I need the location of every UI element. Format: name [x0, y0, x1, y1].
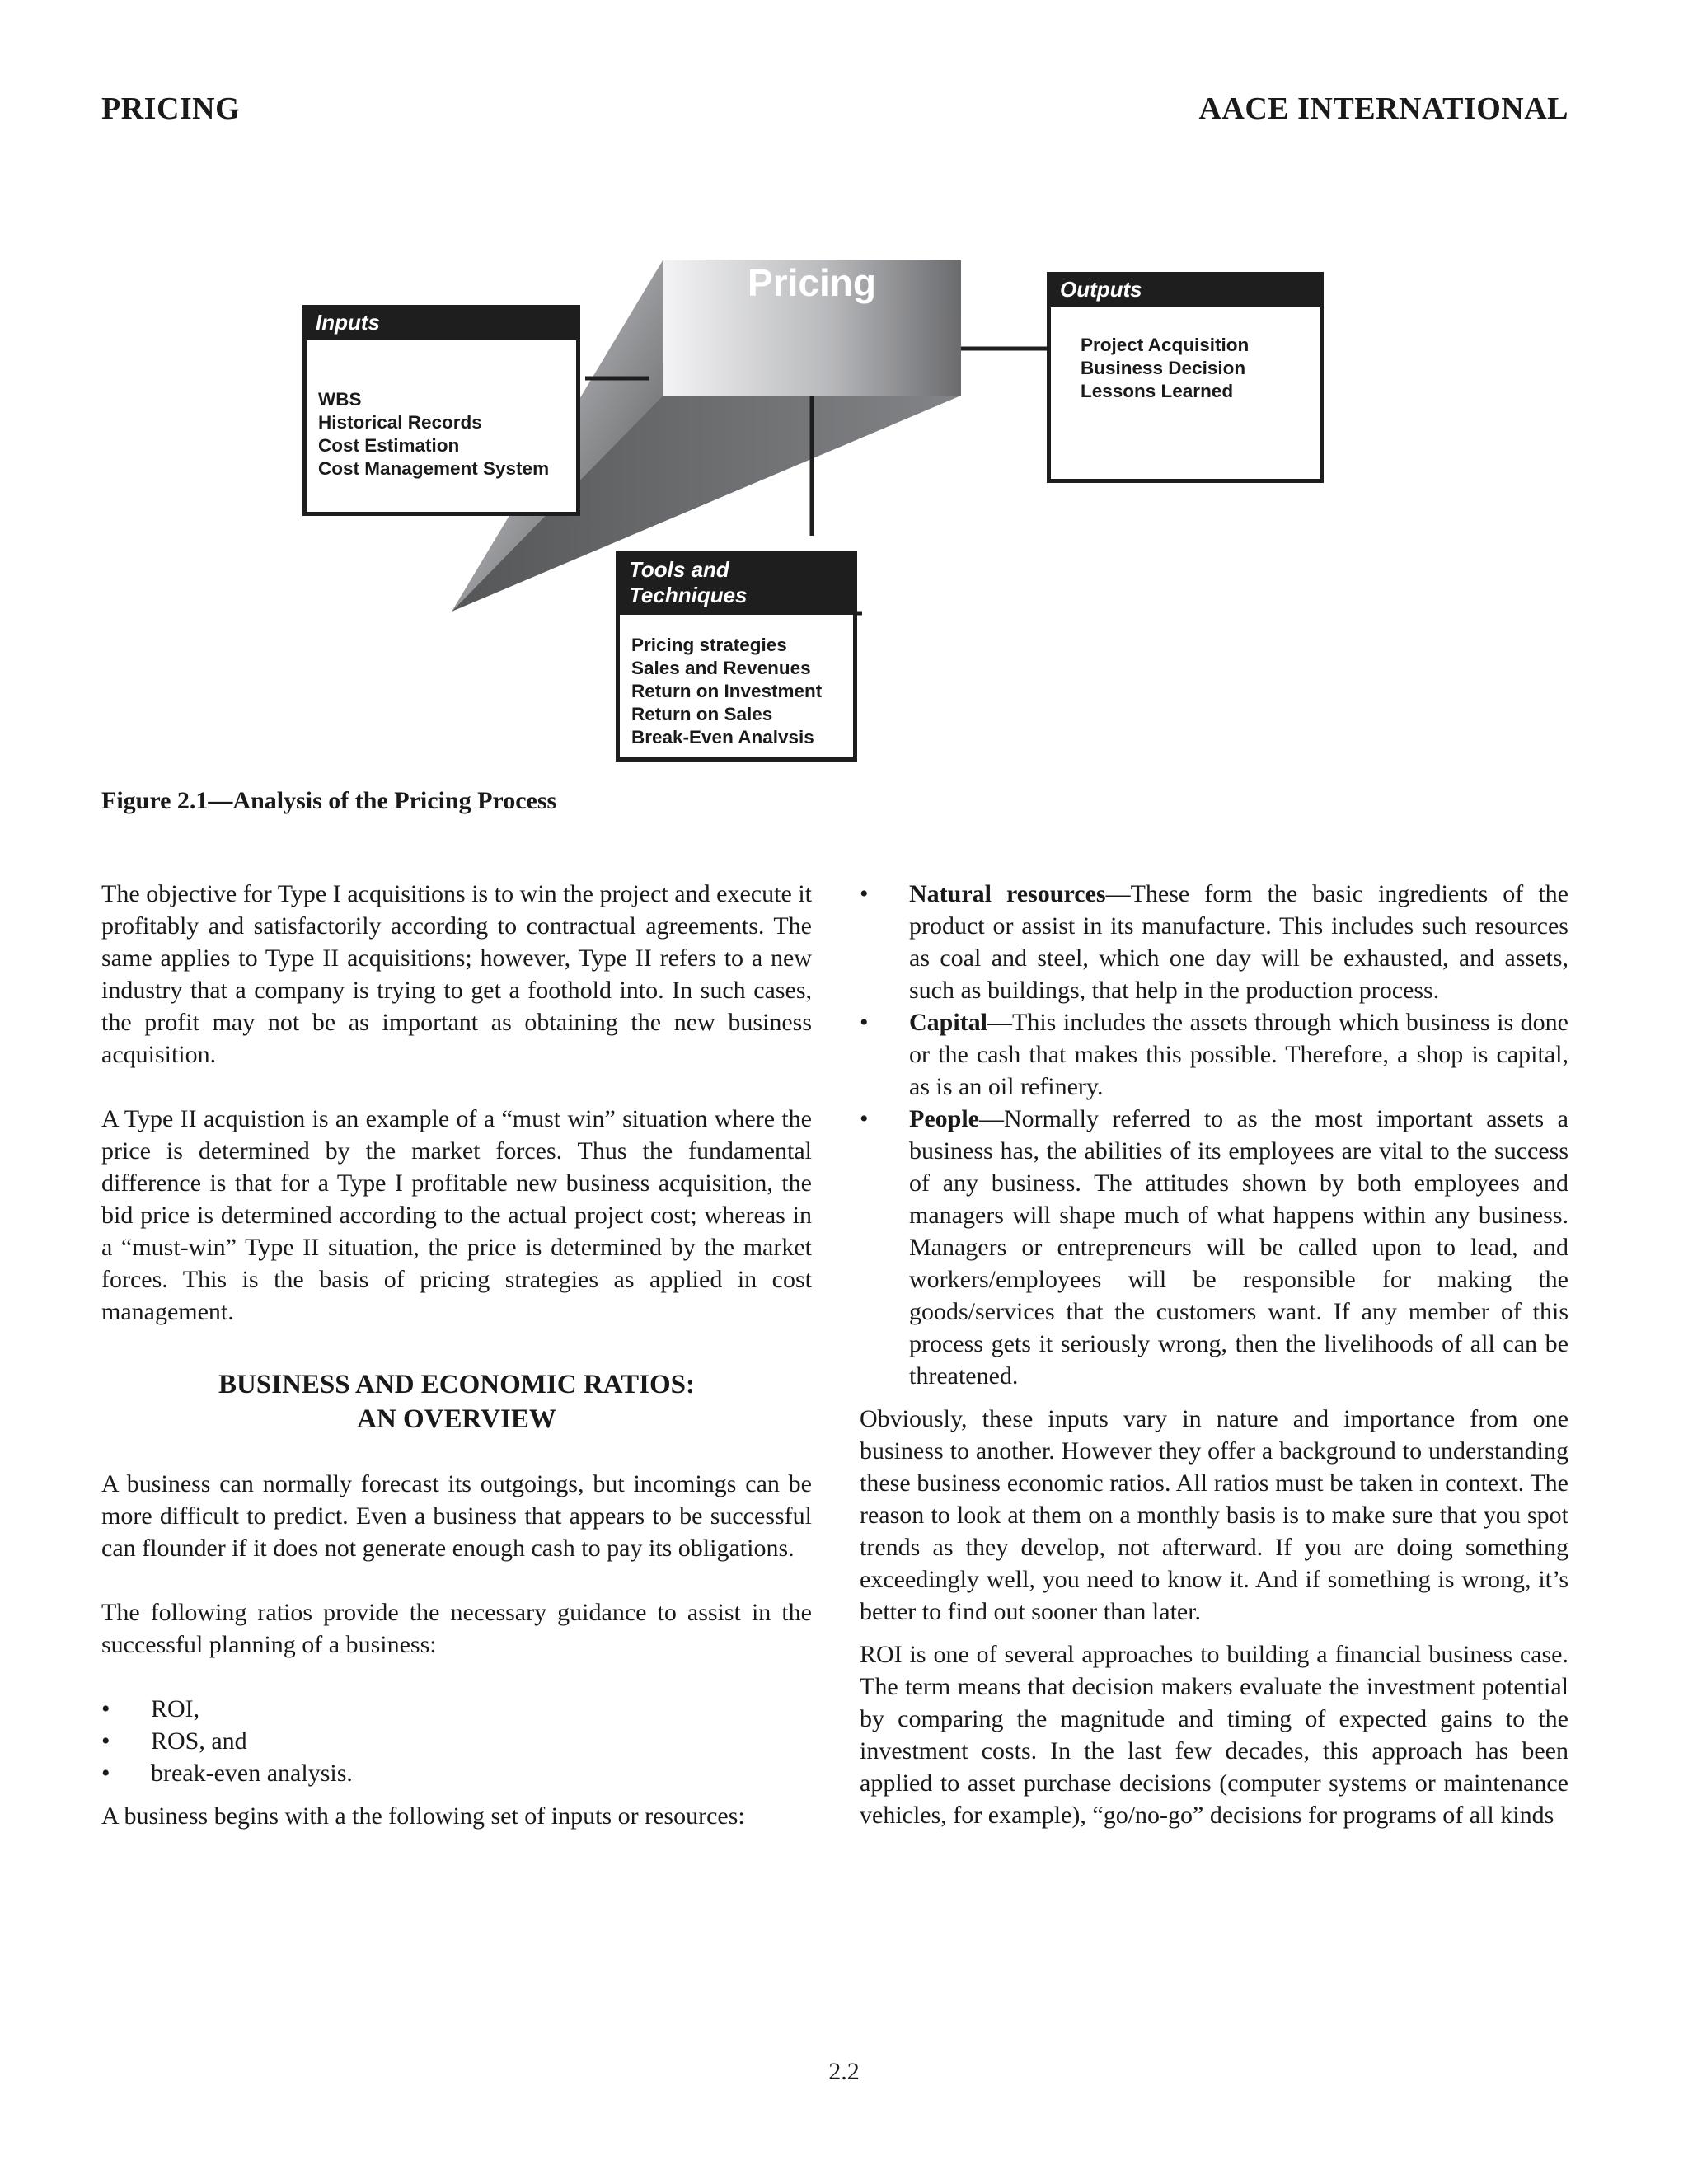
- list-item: [101, 1757, 812, 1789]
- outputs-item: Business Decision: [1081, 358, 1246, 378]
- outputs-list: [1081, 334, 1315, 403]
- outputs-item: Project Acquisition: [1081, 335, 1250, 355]
- outputs-box: [1047, 272, 1324, 483]
- paragraph: Obviously, these inputs vary in nature and importance from one business to another. However they offer a background to understanding these business economic ratios. All ratios must be taken in context. The reason to look at them on a monthly basis is to make sure that you spot trends as they develop, not afterward. If you are doing something exceedingly well, you need to know it. And if something is wrong, it’s better to find out sooner than later.: [860, 1405, 1568, 1625]
- paragraph: The following ratios provide the necessary guidance to assist in the successful planning of a business:: [101, 1599, 812, 1658]
- inputs-item: Historical Records: [318, 412, 482, 433]
- bullet: •: [101, 1760, 110, 1787]
- running-header-right: AACE INTERNATIONAL: [1198, 91, 1568, 126]
- inputs-box: [302, 305, 580, 516]
- paragraph: A Type II acquistion is an example of a “must win” situation where the price is determined by the market forces. Thus the fundamental difference is that for a Type I profitable new business acquisition, the bid price is determined according to the actual project cost; whereas in a “must-win” Type II situation, the price is determined by the market forces. This is the basis of pricing strategies as applied in cost management.: [101, 1105, 812, 1325]
- bullet: •: [860, 880, 869, 907]
- list-item: [860, 1006, 1568, 1103]
- list-item: [860, 1103, 1568, 1392]
- section-heading-line: AN OVERVIEW: [357, 1404, 556, 1434]
- tools-item: Return on Sales: [631, 704, 773, 724]
- tools-list: [631, 634, 848, 749]
- list-item-text: break-even analysis.: [151, 1760, 353, 1787]
- tools-item: Return on Investment: [631, 681, 823, 701]
- list-item: [860, 878, 1568, 1006]
- inputs-list: [318, 388, 571, 480]
- tools-box-title: [616, 551, 857, 615]
- outputs-item: Lessons Learned: [1081, 381, 1234, 401]
- paragraph: A business can normally forecast its outgoings, but incomings can be more difficult to predict. Even a business that appears to be successful can flounder if it does not generate enough cash to pay its obligations.: [101, 1470, 812, 1562]
- section-heading: [101, 1367, 812, 1436]
- bullet-term: Natural resources: [909, 880, 1106, 907]
- page-number: 2.2: [828, 2058, 860, 2085]
- bullet: •: [860, 1009, 869, 1036]
- right-column: [860, 878, 1568, 1863]
- list-item: [101, 1725, 812, 1757]
- tools-box: [616, 551, 857, 762]
- bullet-text: —This includes the assets through which business is done or the cash that makes this possible. Therefore, a shop is capital, as is an oil refinery.: [909, 1009, 1568, 1100]
- left-column: [101, 878, 812, 1864]
- list-item-text: ROI,: [151, 1695, 200, 1722]
- bullet-term: Capital: [909, 1009, 988, 1036]
- tools-title-line1: Tools and: [629, 557, 729, 582]
- bullet-term: People: [909, 1105, 979, 1132]
- tools-title-line2: Techniques: [629, 583, 748, 607]
- running-header-left: PRICING: [101, 91, 241, 126]
- figure-caption: Figure 2.1—Analysis of the Pricing Process: [101, 787, 557, 814]
- list-item-text: ROS, and: [151, 1727, 247, 1755]
- inputs-item: Cost Management System: [318, 458, 550, 479]
- bullet-text: —Normally referred to as the most important assets a business has, the abilities of its employees are vital to the success of any business. The attitudes shown by both employees and managers will shape much of what happens within any business. Managers or entrepreneurs will be called upon to lead, and workers/employees will be responsible for making the goods/services that the customers want. If any member of this process gets it seriously wrong, then the livelihoods of all can be threatened.: [909, 1105, 1568, 1390]
- outputs-box-title: Outputs: [1047, 272, 1324, 307]
- inputs-item: WBS: [318, 389, 362, 410]
- paragraph: The objective for Type I acquisitions is to win the project and execute it profitably and satisfactorily according to contractual agreements. The same applies to Type II acquisitions; however, Type II refers to a new industry that a company is trying to get a foothold into. In such cases, the profit may not be as important as obtaining the new business acquisition.: [101, 880, 812, 1068]
- section-heading-line: BUSINESS AND ECONOMIC RATIOS:: [218, 1370, 695, 1399]
- bullet: •: [860, 1105, 869, 1132]
- inputs-box-title: Inputs: [302, 305, 580, 340]
- inputs-item: Cost Estimation: [318, 435, 460, 456]
- paragraph: ROI is one of several approaches to building a financial business case. The term means that decision makers evaluate the investment potential by comparing the magnitude and timing of expected gains to the investment costs. In the last few decades, this approach has been applied to asset purchase decisions (computer systems or maintenance vehicles, for example), “go/no-go” decisions for programs of all kinds: [860, 1641, 1568, 1829]
- tools-item: Sales and Revenues: [631, 658, 811, 678]
- bullet: •: [101, 1695, 110, 1722]
- paragraph: A business begins with a the following set of inputs or resources:: [101, 1802, 745, 1830]
- pricing-process-diagram: [0, 0, 1688, 791]
- tools-item: Break-Even Analvsis: [631, 727, 814, 748]
- ratio-list: [101, 1693, 812, 1789]
- tools-item: Pricing strategies: [631, 635, 787, 655]
- bullet: •: [101, 1727, 110, 1755]
- bullet-text: —These form the basic ingredients of the product or assist in its manufacture. This includes such resources as coal and steel, which one day will be exhausted, and assets, such as buildings, that help in the production process.: [909, 880, 1568, 1004]
- pricing-block-label: Pricing: [748, 261, 876, 304]
- list-item: [101, 1693, 812, 1725]
